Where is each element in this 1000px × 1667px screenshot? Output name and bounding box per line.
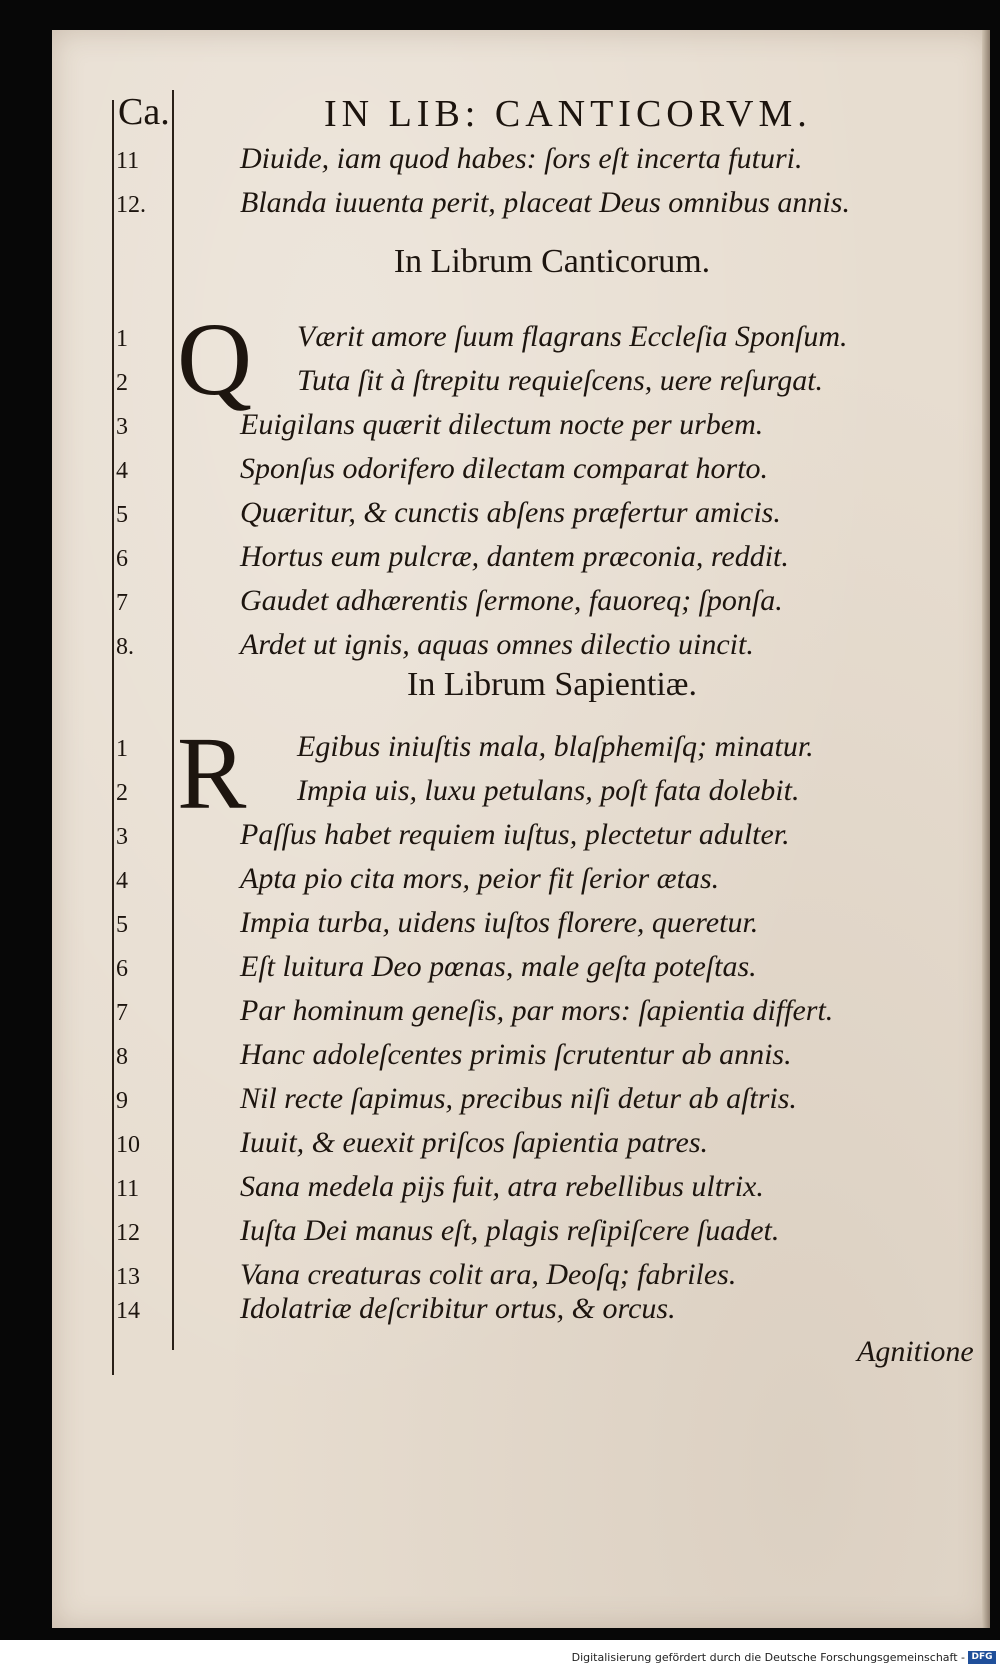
verse-line	[112, 906, 992, 950]
drop-cap-r: R	[177, 716, 247, 831]
verse-text: Impia turba, uidens iuſtos florere, queretur.	[240, 906, 759, 939]
verse-number: 7	[116, 1000, 128, 1026]
verse-text: Vana creaturas colit ara, Deoſq; fabriles.	[240, 1258, 737, 1291]
verse-line	[112, 1082, 992, 1126]
verse-line	[112, 452, 992, 496]
verse-line	[112, 1170, 992, 1214]
verse-line	[112, 1038, 992, 1082]
verse-number: 6	[116, 546, 128, 572]
verse-line	[112, 408, 992, 452]
verse-number: 8.	[116, 634, 134, 660]
verse-text: Iuuit, & euexit priſcos ſapientia patres.	[240, 1126, 708, 1159]
verse-number: 8	[116, 1044, 128, 1070]
verse-number: 3	[116, 824, 128, 850]
verse-line	[112, 364, 992, 408]
verse-line	[112, 1214, 992, 1258]
verse-line	[112, 496, 992, 540]
verse-number: 12	[116, 1220, 140, 1246]
verse-text: Hanc adoleſcentes primis ſcrutentur ab annis.	[240, 1038, 792, 1071]
verse-number: 7	[116, 590, 128, 616]
verse-number: 5	[116, 502, 128, 528]
verse-line	[112, 818, 992, 862]
verse-number: 13	[116, 1264, 140, 1290]
verse-number: 5	[116, 912, 128, 938]
verse-text: Værit amore ſuum flagrans Eccleſia Sponſum.	[297, 320, 848, 353]
verse-line	[112, 1292, 992, 1336]
verse-number: 2	[116, 780, 128, 806]
verse-line	[112, 774, 992, 818]
verse-text: Iuſta Dei manus eſt, plagis reſipiſcere ſuadet.	[240, 1214, 780, 1247]
verse-line	[112, 320, 992, 364]
verse-number: 6	[116, 956, 128, 982]
verse-line	[112, 1126, 992, 1170]
verse-number: 11	[116, 1176, 140, 1202]
verse-line	[112, 950, 992, 994]
verse-text: Sponſus odorifero dilectam comparat horto.	[240, 452, 769, 485]
section-title-sapientiae: In Librum Sapientiæ.	[407, 666, 697, 703]
verse-text: Nil recte ſapimus, precibus niſi detur ab aſtris.	[240, 1082, 797, 1115]
verse-text: Blanda iuuenta perit, placeat Deus omnibus annis.	[240, 186, 850, 219]
verse-line	[112, 186, 992, 230]
verse-line	[112, 142, 992, 186]
chapter-label: Ca.	[118, 91, 170, 133]
verse-text: Gaudet adhærentis ſermone, fauoreq; ſponſa.	[240, 584, 783, 617]
running-title: IN LIB: CANTICORVM.	[324, 93, 812, 135]
verse-number: 3	[116, 414, 128, 440]
verse-number: 4	[116, 868, 128, 894]
verse-number: 4	[116, 458, 128, 484]
verse-text: Hortus eum pulcræ, dantem præconia, reddit.	[240, 540, 789, 573]
footer-credit: Digitalisierung gefördert durch die Deutsche Forschungsgemeinschaft -	[571, 1651, 965, 1664]
verse-line	[112, 994, 992, 1038]
section-title-canticorum: In Librum Canticorum.	[393, 243, 711, 280]
verse-text: Sana medela pijs fuit, atra rebellibus ultrix.	[240, 1170, 764, 1203]
digitization-footer	[0, 1650, 1000, 1667]
verse-text: Ardet ut ignis, aquas omnes dilectio uincit.	[240, 628, 754, 661]
verse-text: Tuta ſit à ſtrepitu requieſcens, uere reſurgat.	[297, 364, 824, 397]
verse-line	[112, 862, 992, 906]
verse-text: Paſſus habet requiem iuſtus, plectetur adulter.	[240, 818, 790, 851]
page-header	[112, 90, 972, 142]
verse-number: 11	[116, 148, 140, 174]
drop-cap-q: Q	[177, 302, 253, 417]
verse-number: 14	[116, 1298, 140, 1324]
verse-text: Egibus iniuſtis mala, blaſphemiſq; minatur.	[297, 730, 814, 763]
verse-line	[112, 584, 992, 628]
dfg-logo-icon: DFG	[968, 1651, 996, 1664]
verse-text: Apta pio cita mors, peior fit ſerior ætas.	[240, 862, 720, 895]
verse-number: 1	[116, 736, 128, 762]
verse-line	[112, 540, 992, 584]
book-page	[52, 30, 990, 1628]
verse-number: 9	[116, 1088, 128, 1114]
verse-number: 1	[116, 326, 128, 352]
verse-text: Eſt luitura Deo pœnas, male geſta poteſtas.	[240, 950, 757, 983]
verse-text: Par hominum geneſis, par mors: ſapientia differt.	[240, 994, 834, 1027]
verse-number: 12.	[116, 192, 146, 218]
verse-number: 10	[116, 1132, 140, 1158]
verse-text: Impia uis, luxu petulans, poſt fata dolebit.	[297, 774, 800, 807]
verse-text: Euigilans quærit dilectum nocte per urbem.	[240, 408, 764, 441]
verse-text: Diuide, iam quod habes: ſors eſt incerta futuri.	[240, 142, 803, 175]
catchword: Agnitione	[857, 1335, 974, 1368]
verse-number: 2	[116, 370, 128, 396]
verse-text: Quæritur, & cunctis abſens præfertur amicis.	[240, 496, 781, 529]
verse-text: Idolatriæ deſcribitur ortus, & orcus.	[240, 1292, 676, 1325]
verse-line	[112, 730, 992, 774]
